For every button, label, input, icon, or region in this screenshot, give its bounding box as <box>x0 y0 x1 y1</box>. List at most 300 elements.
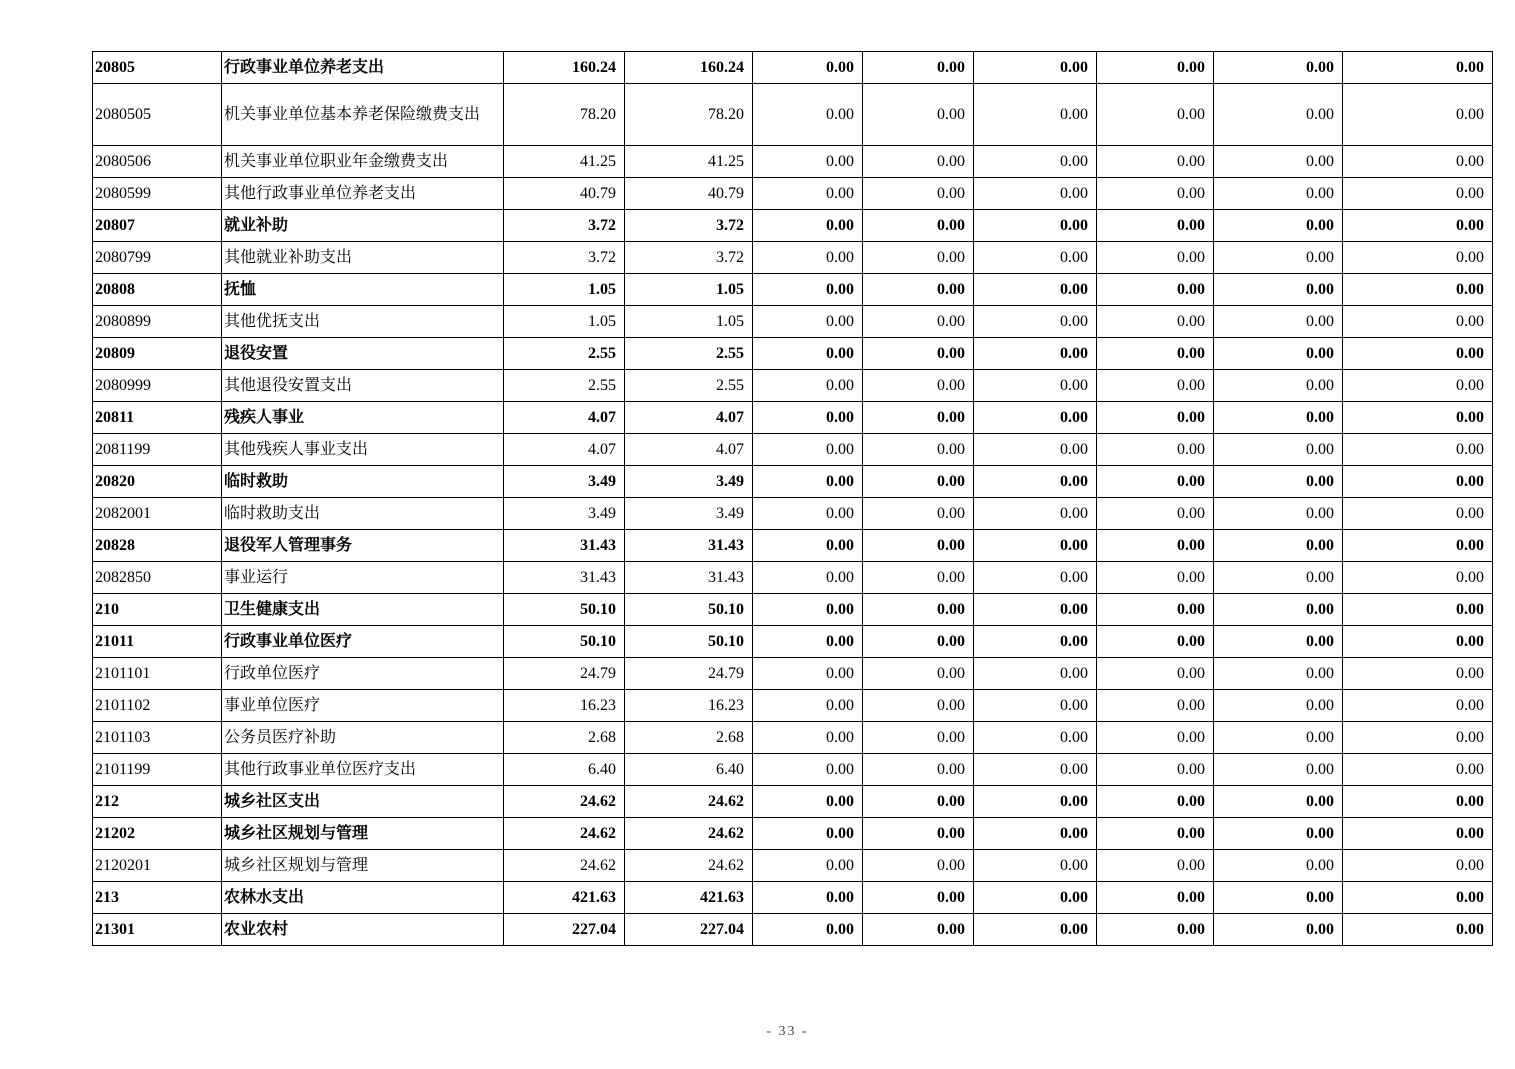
amount-cell: 0.00 <box>863 402 974 434</box>
amount-cell: 0.00 <box>974 722 1097 754</box>
amount-cell: 2.55 <box>625 370 753 402</box>
amount-cell: 3.49 <box>504 466 625 498</box>
amount-cell: 40.79 <box>625 178 753 210</box>
amount-cell: 0.00 <box>974 754 1097 786</box>
subject-name-cell: 农林水支出 <box>222 882 504 914</box>
amount-cell: 0.00 <box>974 52 1097 84</box>
amount-cell: 2.55 <box>504 338 625 370</box>
amount-cell: 0.00 <box>863 818 974 850</box>
amount-cell: 0.00 <box>1343 178 1493 210</box>
table-row <box>93 466 1493 498</box>
amount-cell: 0.00 <box>1343 338 1493 370</box>
amount-cell: 1.05 <box>504 306 625 338</box>
amount-cell: 0.00 <box>1214 370 1343 402</box>
amount-cell: 0.00 <box>753 882 863 914</box>
amount-cell: 0.00 <box>753 338 863 370</box>
amount-cell: 0.00 <box>863 530 974 562</box>
table-row <box>93 498 1493 530</box>
amount-cell: 0.00 <box>974 530 1097 562</box>
amount-cell: 31.43 <box>504 562 625 594</box>
amount-cell: 0.00 <box>1214 658 1343 690</box>
subject-name-cell: 行政事业单位养老支出 <box>222 52 504 84</box>
table-row <box>93 658 1493 690</box>
amount-cell: 78.20 <box>625 84 753 146</box>
amount-cell: 0.00 <box>753 722 863 754</box>
table-row <box>93 850 1493 882</box>
amount-cell: 0.00 <box>1097 786 1214 818</box>
page-number: - 33 - <box>766 1024 809 1039</box>
amount-cell: 0.00 <box>1343 530 1493 562</box>
amount-cell: 0.00 <box>1214 530 1343 562</box>
amount-cell: 0.00 <box>1343 562 1493 594</box>
subject-name-cell: 城乡社区规划与管理 <box>222 818 504 850</box>
amount-cell: 0.00 <box>1097 882 1214 914</box>
amount-cell: 0.00 <box>863 466 974 498</box>
table-row <box>93 818 1493 850</box>
amount-cell: 0.00 <box>1214 210 1343 242</box>
table-row <box>93 530 1493 562</box>
table-body <box>93 52 1493 946</box>
table-row <box>93 914 1493 946</box>
subject-code-cell: 2082001 <box>93 498 222 530</box>
amount-cell: 0.00 <box>753 84 863 146</box>
subject-name-cell: 公务员医疗补助 <box>222 722 504 754</box>
amount-cell: 0.00 <box>1097 754 1214 786</box>
amount-cell: 1.05 <box>504 274 625 306</box>
amount-cell: 0.00 <box>1343 242 1493 274</box>
table-row <box>93 306 1493 338</box>
amount-cell: 0.00 <box>1097 562 1214 594</box>
amount-cell: 0.00 <box>1097 626 1214 658</box>
amount-cell: 160.24 <box>625 52 753 84</box>
subject-code-cell: 210 <box>93 594 222 626</box>
amount-cell: 0.00 <box>974 306 1097 338</box>
amount-cell: 0.00 <box>974 658 1097 690</box>
amount-cell: 0.00 <box>1214 306 1343 338</box>
subject-code-cell: 2081199 <box>93 434 222 466</box>
amount-cell: 0.00 <box>974 690 1097 722</box>
subject-name-cell: 退役安置 <box>222 338 504 370</box>
table-row <box>93 274 1493 306</box>
amount-cell: 0.00 <box>1097 306 1214 338</box>
amount-cell: 0.00 <box>1214 52 1343 84</box>
amount-cell: 0.00 <box>1343 658 1493 690</box>
amount-cell: 0.00 <box>753 402 863 434</box>
amount-cell: 0.00 <box>1343 466 1493 498</box>
amount-cell: 0.00 <box>1343 370 1493 402</box>
subject-name-cell: 临时救助 <box>222 466 504 498</box>
amount-cell: 24.62 <box>504 818 625 850</box>
amount-cell: 0.00 <box>753 498 863 530</box>
amount-cell: 421.63 <box>625 882 753 914</box>
amount-cell: 0.00 <box>753 850 863 882</box>
amount-cell: 0.00 <box>974 84 1097 146</box>
amount-cell: 3.49 <box>625 498 753 530</box>
amount-cell: 0.00 <box>974 818 1097 850</box>
amount-cell: 0.00 <box>1214 466 1343 498</box>
amount-cell: 3.72 <box>504 242 625 274</box>
amount-cell: 0.00 <box>753 274 863 306</box>
amount-cell: 227.04 <box>625 914 753 946</box>
amount-cell: 0.00 <box>1097 498 1214 530</box>
amount-cell: 0.00 <box>1343 850 1493 882</box>
amount-cell: 0.00 <box>863 690 974 722</box>
subject-name-cell: 机关事业单位基本养老保险缴费支出 <box>222 84 504 146</box>
subject-code-cell: 2080506 <box>93 146 222 178</box>
amount-cell: 0.00 <box>863 850 974 882</box>
amount-cell: 0.00 <box>974 274 1097 306</box>
amount-cell: 0.00 <box>1214 914 1343 946</box>
amount-cell: 0.00 <box>1214 274 1343 306</box>
amount-cell: 24.62 <box>625 786 753 818</box>
amount-cell: 0.00 <box>1214 850 1343 882</box>
subject-code-cell: 2101102 <box>93 690 222 722</box>
subject-name-cell: 其他退役安置支出 <box>222 370 504 402</box>
table-row <box>93 210 1493 242</box>
subject-name-cell: 城乡社区支出 <box>222 786 504 818</box>
amount-cell: 0.00 <box>1343 786 1493 818</box>
amount-cell: 50.10 <box>625 626 753 658</box>
amount-cell: 0.00 <box>753 690 863 722</box>
table-row <box>93 690 1493 722</box>
amount-cell: 0.00 <box>863 146 974 178</box>
table-row <box>93 146 1493 178</box>
amount-cell: 0.00 <box>1343 690 1493 722</box>
amount-cell: 0.00 <box>974 434 1097 466</box>
amount-cell: 0.00 <box>1343 306 1493 338</box>
amount-cell: 0.00 <box>974 562 1097 594</box>
amount-cell: 0.00 <box>753 434 863 466</box>
amount-cell: 16.23 <box>504 690 625 722</box>
amount-cell: 0.00 <box>1214 498 1343 530</box>
amount-cell: 0.00 <box>753 754 863 786</box>
subject-code-cell: 213 <box>93 882 222 914</box>
amount-cell: 0.00 <box>1214 146 1343 178</box>
amount-cell: 4.07 <box>504 434 625 466</box>
amount-cell: 0.00 <box>863 52 974 84</box>
subject-name-cell: 临时救助支出 <box>222 498 504 530</box>
amount-cell: 24.62 <box>504 850 625 882</box>
subject-name-cell: 城乡社区规划与管理 <box>222 850 504 882</box>
table-row <box>93 626 1493 658</box>
amount-cell: 6.40 <box>504 754 625 786</box>
subject-name-cell: 农业农村 <box>222 914 504 946</box>
amount-cell: 0.00 <box>1097 242 1214 274</box>
amount-cell: 2.55 <box>504 370 625 402</box>
table-row <box>93 594 1493 626</box>
amount-cell: 0.00 <box>1343 594 1493 626</box>
subject-code-cell: 20811 <box>93 402 222 434</box>
table-row <box>93 786 1493 818</box>
amount-cell: 16.23 <box>625 690 753 722</box>
amount-cell: 0.00 <box>1097 370 1214 402</box>
table-row <box>93 754 1493 786</box>
amount-cell: 0.00 <box>1214 338 1343 370</box>
amount-cell: 3.49 <box>625 466 753 498</box>
amount-cell: 0.00 <box>753 594 863 626</box>
amount-cell: 24.62 <box>625 850 753 882</box>
amount-cell: 0.00 <box>974 914 1097 946</box>
amount-cell: 0.00 <box>974 402 1097 434</box>
amount-cell: 0.00 <box>974 498 1097 530</box>
amount-cell: 0.00 <box>1097 850 1214 882</box>
table-row <box>93 84 1493 146</box>
amount-cell: 0.00 <box>1343 626 1493 658</box>
amount-cell: 3.72 <box>625 210 753 242</box>
subject-name-cell: 行政事业单位医疗 <box>222 626 504 658</box>
amount-cell: 24.79 <box>625 658 753 690</box>
amount-cell: 0.00 <box>863 338 974 370</box>
subject-name-cell: 卫生健康支出 <box>222 594 504 626</box>
subject-code-cell: 2120201 <box>93 850 222 882</box>
amount-cell: 0.00 <box>1214 434 1343 466</box>
budget-expenditure-table <box>92 51 1493 946</box>
amount-cell: 31.43 <box>625 530 753 562</box>
amount-cell: 4.07 <box>625 434 753 466</box>
table-row <box>93 370 1493 402</box>
subject-name-cell: 就业补助 <box>222 210 504 242</box>
amount-cell: 0.00 <box>1343 274 1493 306</box>
amount-cell: 0.00 <box>1214 594 1343 626</box>
amount-cell: 0.00 <box>1097 402 1214 434</box>
amount-cell: 3.49 <box>504 498 625 530</box>
amount-cell: 0.00 <box>1097 690 1214 722</box>
subject-name-cell: 其他行政事业单位医疗支出 <box>222 754 504 786</box>
table-row <box>93 52 1493 84</box>
amount-cell: 0.00 <box>1214 818 1343 850</box>
budget-table-container <box>92 51 1493 946</box>
amount-cell: 0.00 <box>753 52 863 84</box>
amount-cell: 24.62 <box>625 818 753 850</box>
subject-name-cell: 行政单位医疗 <box>222 658 504 690</box>
subject-code-cell: 21011 <box>93 626 222 658</box>
subject-code-cell: 20805 <box>93 52 222 84</box>
amount-cell: 0.00 <box>863 914 974 946</box>
amount-cell: 0.00 <box>974 210 1097 242</box>
amount-cell: 2.68 <box>625 722 753 754</box>
amount-cell: 0.00 <box>974 242 1097 274</box>
amount-cell: 78.20 <box>504 84 625 146</box>
amount-cell: 6.40 <box>625 754 753 786</box>
amount-cell: 0.00 <box>1097 722 1214 754</box>
amount-cell: 0.00 <box>1343 818 1493 850</box>
amount-cell: 0.00 <box>1214 242 1343 274</box>
amount-cell: 4.07 <box>504 402 625 434</box>
amount-cell: 0.00 <box>1097 530 1214 562</box>
amount-cell: 3.72 <box>504 210 625 242</box>
amount-cell: 50.10 <box>504 594 625 626</box>
table-row <box>93 722 1493 754</box>
amount-cell: 0.00 <box>753 242 863 274</box>
amount-cell: 0.00 <box>1214 626 1343 658</box>
amount-cell: 0.00 <box>974 466 1097 498</box>
amount-cell: 0.00 <box>863 754 974 786</box>
subject-code-cell: 20820 <box>93 466 222 498</box>
table-row <box>93 402 1493 434</box>
amount-cell: 0.00 <box>753 818 863 850</box>
subject-name-cell: 事业运行 <box>222 562 504 594</box>
amount-cell: 0.00 <box>974 626 1097 658</box>
amount-cell: 0.00 <box>863 722 974 754</box>
amount-cell: 0.00 <box>1214 754 1343 786</box>
amount-cell: 0.00 <box>753 370 863 402</box>
amount-cell: 0.00 <box>1214 722 1343 754</box>
amount-cell: 0.00 <box>863 306 974 338</box>
amount-cell: 0.00 <box>1097 210 1214 242</box>
amount-cell: 0.00 <box>1097 274 1214 306</box>
amount-cell: 0.00 <box>863 178 974 210</box>
subject-code-cell: 2082850 <box>93 562 222 594</box>
subject-code-cell: 2080999 <box>93 370 222 402</box>
amount-cell: 41.25 <box>625 146 753 178</box>
table-row <box>93 242 1493 274</box>
amount-cell: 2.68 <box>504 722 625 754</box>
subject-name-cell: 退役军人管理事务 <box>222 530 504 562</box>
amount-cell: 1.05 <box>625 306 753 338</box>
amount-cell: 0.00 <box>1343 722 1493 754</box>
amount-cell: 24.79 <box>504 658 625 690</box>
amount-cell: 0.00 <box>753 178 863 210</box>
subject-code-cell: 2101103 <box>93 722 222 754</box>
subject-name-cell: 机关事业单位职业年金缴费支出 <box>222 146 504 178</box>
amount-cell: 0.00 <box>1097 434 1214 466</box>
subject-code-cell: 212 <box>93 786 222 818</box>
amount-cell: 0.00 <box>753 626 863 658</box>
subject-code-cell: 20828 <box>93 530 222 562</box>
table-row <box>93 882 1493 914</box>
table-row <box>93 178 1493 210</box>
amount-cell: 0.00 <box>1097 914 1214 946</box>
amount-cell: 0.00 <box>974 594 1097 626</box>
amount-cell: 4.07 <box>625 402 753 434</box>
amount-cell: 0.00 <box>863 274 974 306</box>
amount-cell: 0.00 <box>1214 84 1343 146</box>
amount-cell: 0.00 <box>1214 402 1343 434</box>
amount-cell: 0.00 <box>753 562 863 594</box>
subject-name-cell: 其他残疾人事业支出 <box>222 434 504 466</box>
amount-cell: 31.43 <box>504 530 625 562</box>
amount-cell: 50.10 <box>504 626 625 658</box>
amount-cell: 0.00 <box>1343 434 1493 466</box>
amount-cell: 0.00 <box>863 658 974 690</box>
amount-cell: 0.00 <box>1097 466 1214 498</box>
subject-name-cell: 其他行政事业单位养老支出 <box>222 178 504 210</box>
amount-cell: 0.00 <box>863 594 974 626</box>
amount-cell: 0.00 <box>974 786 1097 818</box>
amount-cell: 0.00 <box>753 466 863 498</box>
amount-cell: 0.00 <box>1343 210 1493 242</box>
amount-cell: 0.00 <box>1097 658 1214 690</box>
subject-name-cell: 事业单位医疗 <box>222 690 504 722</box>
amount-cell: 0.00 <box>863 370 974 402</box>
amount-cell: 41.25 <box>504 146 625 178</box>
subject-code-cell: 2080505 <box>93 84 222 146</box>
amount-cell: 0.00 <box>974 370 1097 402</box>
amount-cell: 0.00 <box>1343 882 1493 914</box>
amount-cell: 0.00 <box>974 178 1097 210</box>
amount-cell: 0.00 <box>1343 498 1493 530</box>
amount-cell: 0.00 <box>1343 52 1493 84</box>
amount-cell: 0.00 <box>753 914 863 946</box>
amount-cell: 0.00 <box>1343 914 1493 946</box>
amount-cell: 31.43 <box>625 562 753 594</box>
amount-cell: 3.72 <box>625 242 753 274</box>
amount-cell: 0.00 <box>863 498 974 530</box>
amount-cell: 227.04 <box>504 914 625 946</box>
subject-code-cell: 2101101 <box>93 658 222 690</box>
subject-code-cell: 21202 <box>93 818 222 850</box>
amount-cell: 0.00 <box>974 882 1097 914</box>
subject-code-cell: 2080799 <box>93 242 222 274</box>
amount-cell: 0.00 <box>863 242 974 274</box>
subject-name-cell: 残疾人事业 <box>222 402 504 434</box>
amount-cell: 0.00 <box>1097 52 1214 84</box>
subject-name-cell: 其他就业补助支出 <box>222 242 504 274</box>
amount-cell: 1.05 <box>625 274 753 306</box>
amount-cell: 0.00 <box>863 626 974 658</box>
subject-name-cell: 抚恤 <box>222 274 504 306</box>
amount-cell: 0.00 <box>753 658 863 690</box>
subject-code-cell: 2101199 <box>93 754 222 786</box>
amount-cell: 0.00 <box>863 210 974 242</box>
amount-cell: 0.00 <box>1097 84 1214 146</box>
subject-code-cell: 20807 <box>93 210 222 242</box>
amount-cell: 0.00 <box>863 786 974 818</box>
amount-cell: 0.00 <box>1214 786 1343 818</box>
amount-cell: 0.00 <box>1097 818 1214 850</box>
amount-cell: 0.00 <box>1343 146 1493 178</box>
amount-cell: 0.00 <box>863 882 974 914</box>
subject-code-cell: 2080899 <box>93 306 222 338</box>
subject-code-cell: 2080599 <box>93 178 222 210</box>
table-row <box>93 434 1493 466</box>
amount-cell: 0.00 <box>1097 594 1214 626</box>
amount-cell: 0.00 <box>1343 754 1493 786</box>
amount-cell: 0.00 <box>1214 562 1343 594</box>
amount-cell: 2.55 <box>625 338 753 370</box>
subject-name-cell: 其他优抚支出 <box>222 306 504 338</box>
amount-cell: 0.00 <box>1343 84 1493 146</box>
amount-cell: 0.00 <box>974 850 1097 882</box>
amount-cell: 0.00 <box>1097 338 1214 370</box>
table-row <box>93 562 1493 594</box>
amount-cell: 421.63 <box>504 882 625 914</box>
amount-cell: 0.00 <box>753 530 863 562</box>
amount-cell: 0.00 <box>1343 402 1493 434</box>
amount-cell: 0.00 <box>753 306 863 338</box>
subject-code-cell: 21301 <box>93 914 222 946</box>
amount-cell: 0.00 <box>974 338 1097 370</box>
amount-cell: 0.00 <box>863 84 974 146</box>
amount-cell: 24.62 <box>504 786 625 818</box>
amount-cell: 0.00 <box>753 786 863 818</box>
subject-code-cell: 20808 <box>93 274 222 306</box>
amount-cell: 0.00 <box>1097 146 1214 178</box>
amount-cell: 0.00 <box>863 562 974 594</box>
amount-cell: 0.00 <box>1214 690 1343 722</box>
amount-cell: 0.00 <box>1214 178 1343 210</box>
subject-code-cell: 20809 <box>93 338 222 370</box>
amount-cell: 0.00 <box>1097 178 1214 210</box>
amount-cell: 0.00 <box>863 434 974 466</box>
amount-cell: 40.79 <box>504 178 625 210</box>
amount-cell: 0.00 <box>1214 882 1343 914</box>
table-row <box>93 338 1493 370</box>
amount-cell: 0.00 <box>974 146 1097 178</box>
amount-cell: 160.24 <box>504 52 625 84</box>
amount-cell: 50.10 <box>625 594 753 626</box>
amount-cell: 0.00 <box>753 210 863 242</box>
